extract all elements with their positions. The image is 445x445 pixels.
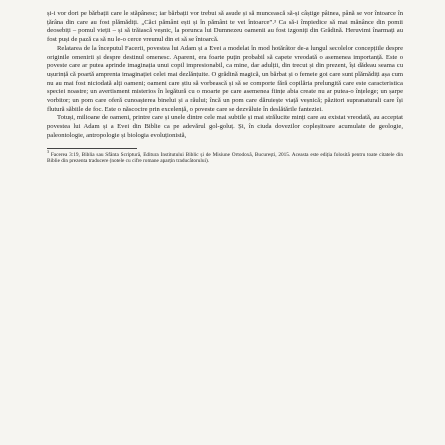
footnote <box>47 148 404 165</box>
paragraph-2: Relatarea de la începutul Facerii, povestea lui Adam și a Evei a modelat în mod hotărâtor de-a lungul secolelor concepțiile despre originile omenirii și despre destinul omenesc. Aparent, era foarte puțin probabil să capete vreodată o asemenea importanță. Este o poveste care ar putea aprinde imaginația unui copil impresionabil, ca mine, dar adulții, din trecut și din prezent, își dădeau seama cu ușurință că poartă amprenta imaginației celei mai dezlănțuite. O grădină magică, un bărbat și o femeie goi care sunt plămădiți așa cum nu au mai fost niciodată alți oameni; oameni care știu să vorbească și să se comporte fără copilăria prelungită care este caracteristica speciei noastre; un avertisment misterios în legătură cu o moarte pe care asemenea ființe abia create nu ar putea-o înțelege; un șarpe vorbitor; un pom care oferă cunoașterea binelui și a răului; încă un pom care dăruiește viață veșnică; păzitori supranaturali care își flutură săbiile de foc. Este o născocire prin excelență, o poveste care se dezvăluie în deslătările fanteziei. <box>47 44 403 113</box>
footnote-text: Facerea 3:19, Biblia sau Sfânta Scriptură, Editura Institutului Biblic și de Misiune Ortodoxă, București, 2015. Aceasta este ediția folosită pentru toate citatele din Biblie din prezenta traducere (notele cu cifre romane aparțin traducătorului). <box>47 151 404 164</box>
paragraph-1: și-i vor dori pe bărbații care le stăpânesc; iar bărbații vor trebui să asude și să muncească să-și câștige pâinea, până se vor întoarce în țărâna din care au fost plămădiți. „Căci pământ ești și în pământ te vei întoarce”.³ Ca să-i împiedice să mai mănânce din pomii deosebiți – pomul vieții – și să trăiască veșnic, la porunca lui Dumnezeu oamenii au fost izgoniți din Grădină. Heruvimi înarmați au fost puși de pază ca să nu le-o cerce vreunul din ei să se întoarcă. <box>47 10 403 44</box>
footnote-mark: 3 <box>47 148 49 154</box>
paragraph-3: Totuși, milioane de oameni, printre care și unele dintre cele mai subtile și mai strălucite minți care au existat vreodată, au acceptat povestea lui Adam și a Evei din Biblie ca pe adevărul gol-goluț. Și, în ciuda dovezilor copleșitoare acumulate de geologie, paleontologie, antropologie și biologia evoluționistă, <box>47 114 403 139</box>
footnote-divider <box>47 148 137 149</box>
body-text <box>47 10 403 141</box>
